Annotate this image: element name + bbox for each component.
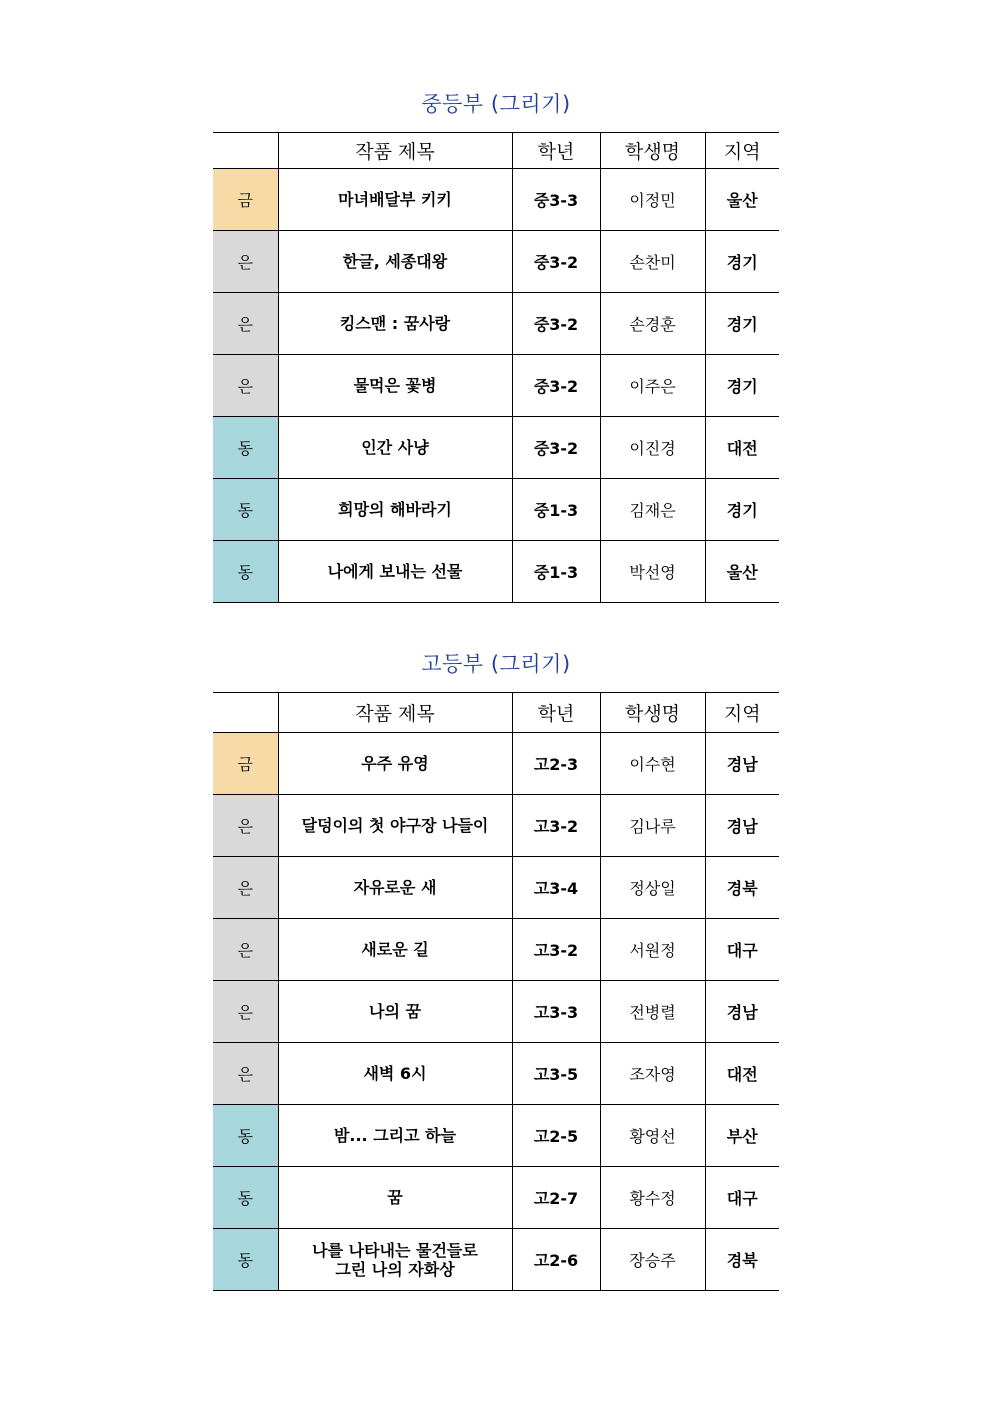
grade-cell: 고3-2 — [512, 919, 600, 981]
grade-cell: 중1-3 — [512, 541, 600, 603]
middle-school-table — [213, 132, 779, 603]
high-school-table-body — [213, 693, 779, 1291]
award-cell: 동 — [213, 1105, 278, 1167]
table-row — [213, 1105, 779, 1167]
header-award — [213, 133, 278, 169]
student-cell: 황영선 — [600, 1105, 705, 1167]
award-cell: 동 — [213, 1229, 278, 1291]
table-row — [213, 355, 779, 417]
student-cell: 김나루 — [600, 795, 705, 857]
award-cell: 동 — [213, 417, 278, 479]
header-region: 지역 — [705, 693, 779, 733]
grade-cell: 고2-7 — [512, 1167, 600, 1229]
table-row — [213, 733, 779, 795]
region-cell: 경기 — [705, 293, 779, 355]
grade-cell: 중3-2 — [512, 231, 600, 293]
table-row — [213, 293, 779, 355]
region-cell: 경남 — [705, 733, 779, 795]
student-cell: 손경훈 — [600, 293, 705, 355]
award-cell: 은 — [213, 795, 278, 857]
region-cell: 경기 — [705, 231, 779, 293]
award-cell: 금 — [213, 169, 278, 231]
table-row — [213, 1167, 779, 1229]
title-cell: 나의 꿈 — [278, 981, 512, 1043]
header-award — [213, 693, 278, 733]
region-cell: 경북 — [705, 857, 779, 919]
student-cell: 이주은 — [600, 355, 705, 417]
table-header-row — [213, 133, 779, 169]
grade-cell: 고3-3 — [512, 981, 600, 1043]
table-row — [213, 1229, 779, 1291]
student-cell: 정상일 — [600, 857, 705, 919]
title-cell: 물먹은 꽃병 — [278, 355, 512, 417]
high-school-table — [213, 692, 779, 1291]
region-cell: 부산 — [705, 1105, 779, 1167]
grade-cell: 중3-2 — [512, 355, 600, 417]
title-cell: 한글, 세종대왕 — [278, 231, 512, 293]
grade-cell: 중3-3 — [512, 169, 600, 231]
grade-cell: 고3-2 — [512, 795, 600, 857]
title-cell: 나를 나타내는 물건들로 그린 나의 자화상 — [278, 1229, 512, 1291]
award-cell: 은 — [213, 919, 278, 981]
award-cell: 금 — [213, 733, 278, 795]
table-header-row — [213, 693, 779, 733]
region-cell: 울산 — [705, 541, 779, 603]
award-cell: 은 — [213, 355, 278, 417]
award-cell: 은 — [213, 293, 278, 355]
table-row — [213, 1043, 779, 1105]
title-cell: 밤... 그리고 하늘 — [278, 1105, 512, 1167]
table-row — [213, 541, 779, 603]
student-cell: 황수정 — [600, 1167, 705, 1229]
title-cell: 자유로운 새 — [278, 857, 512, 919]
student-cell: 김재은 — [600, 479, 705, 541]
student-cell: 전병렬 — [600, 981, 705, 1043]
award-cell: 은 — [213, 981, 278, 1043]
region-cell: 경남 — [705, 981, 779, 1043]
header-region: 지역 — [705, 133, 779, 169]
award-cell: 동 — [213, 1167, 278, 1229]
table-row — [213, 169, 779, 231]
award-cell: 은 — [213, 231, 278, 293]
grade-cell: 고2-3 — [512, 733, 600, 795]
region-cell: 대구 — [705, 1167, 779, 1229]
region-cell: 대전 — [705, 1043, 779, 1105]
grade-cell: 고3-5 — [512, 1043, 600, 1105]
middle-school-table-body — [213, 133, 779, 603]
header-title: 작품 제목 — [278, 133, 512, 169]
grade-cell: 고2-5 — [512, 1105, 600, 1167]
region-cell: 경기 — [705, 355, 779, 417]
title-cell: 인간 사냥 — [278, 417, 512, 479]
award-cell: 동 — [213, 479, 278, 541]
table-row — [213, 919, 779, 981]
award-cell: 은 — [213, 1043, 278, 1105]
region-cell: 경북 — [705, 1229, 779, 1291]
table-row — [213, 417, 779, 479]
header-student: 학생명 — [600, 693, 705, 733]
title-cell: 마녀배달부 키키 — [278, 169, 512, 231]
header-grade: 학년 — [512, 133, 600, 169]
student-cell: 박선영 — [600, 541, 705, 603]
region-cell: 대구 — [705, 919, 779, 981]
high-school-heading: 고등부 (그리기) — [421, 652, 571, 676]
student-cell: 손찬미 — [600, 231, 705, 293]
grade-cell: 고2-6 — [512, 1229, 600, 1291]
student-cell: 이수현 — [600, 733, 705, 795]
grade-cell: 고3-4 — [512, 857, 600, 919]
header-grade: 학년 — [512, 693, 600, 733]
region-cell: 경기 — [705, 479, 779, 541]
table-row — [213, 795, 779, 857]
award-cell: 은 — [213, 857, 278, 919]
student-cell: 서원정 — [600, 919, 705, 981]
grade-cell: 중1-3 — [512, 479, 600, 541]
region-cell: 경남 — [705, 795, 779, 857]
title-cell: 나에게 보내는 선물 — [278, 541, 512, 603]
table-row — [213, 981, 779, 1043]
title-cell: 우주 유영 — [278, 733, 512, 795]
title-cell: 킹스맨 : 꿈사랑 — [278, 293, 512, 355]
title-cell: 꿈 — [278, 1167, 512, 1229]
table-row — [213, 479, 779, 541]
header-student: 학생명 — [600, 133, 705, 169]
title-cell: 희망의 해바라기 — [278, 479, 512, 541]
region-cell: 울산 — [705, 169, 779, 231]
student-cell: 조자영 — [600, 1043, 705, 1105]
grade-cell: 중3-2 — [512, 417, 600, 479]
table-row — [213, 857, 779, 919]
student-cell: 장승주 — [600, 1229, 705, 1291]
table-row — [213, 231, 779, 293]
header-title: 작품 제목 — [278, 693, 512, 733]
title-cell: 달덩이의 첫 야구장 나들이 — [278, 795, 512, 857]
title-cell: 새로운 길 — [278, 919, 512, 981]
grade-cell: 중3-2 — [512, 293, 600, 355]
region-cell: 대전 — [705, 417, 779, 479]
student-cell: 이진경 — [600, 417, 705, 479]
award-cell: 동 — [213, 541, 278, 603]
middle-school-heading: 중등부 (그리기) — [421, 92, 571, 116]
student-cell: 이정민 — [600, 169, 705, 231]
title-cell: 새벽 6시 — [278, 1043, 512, 1105]
